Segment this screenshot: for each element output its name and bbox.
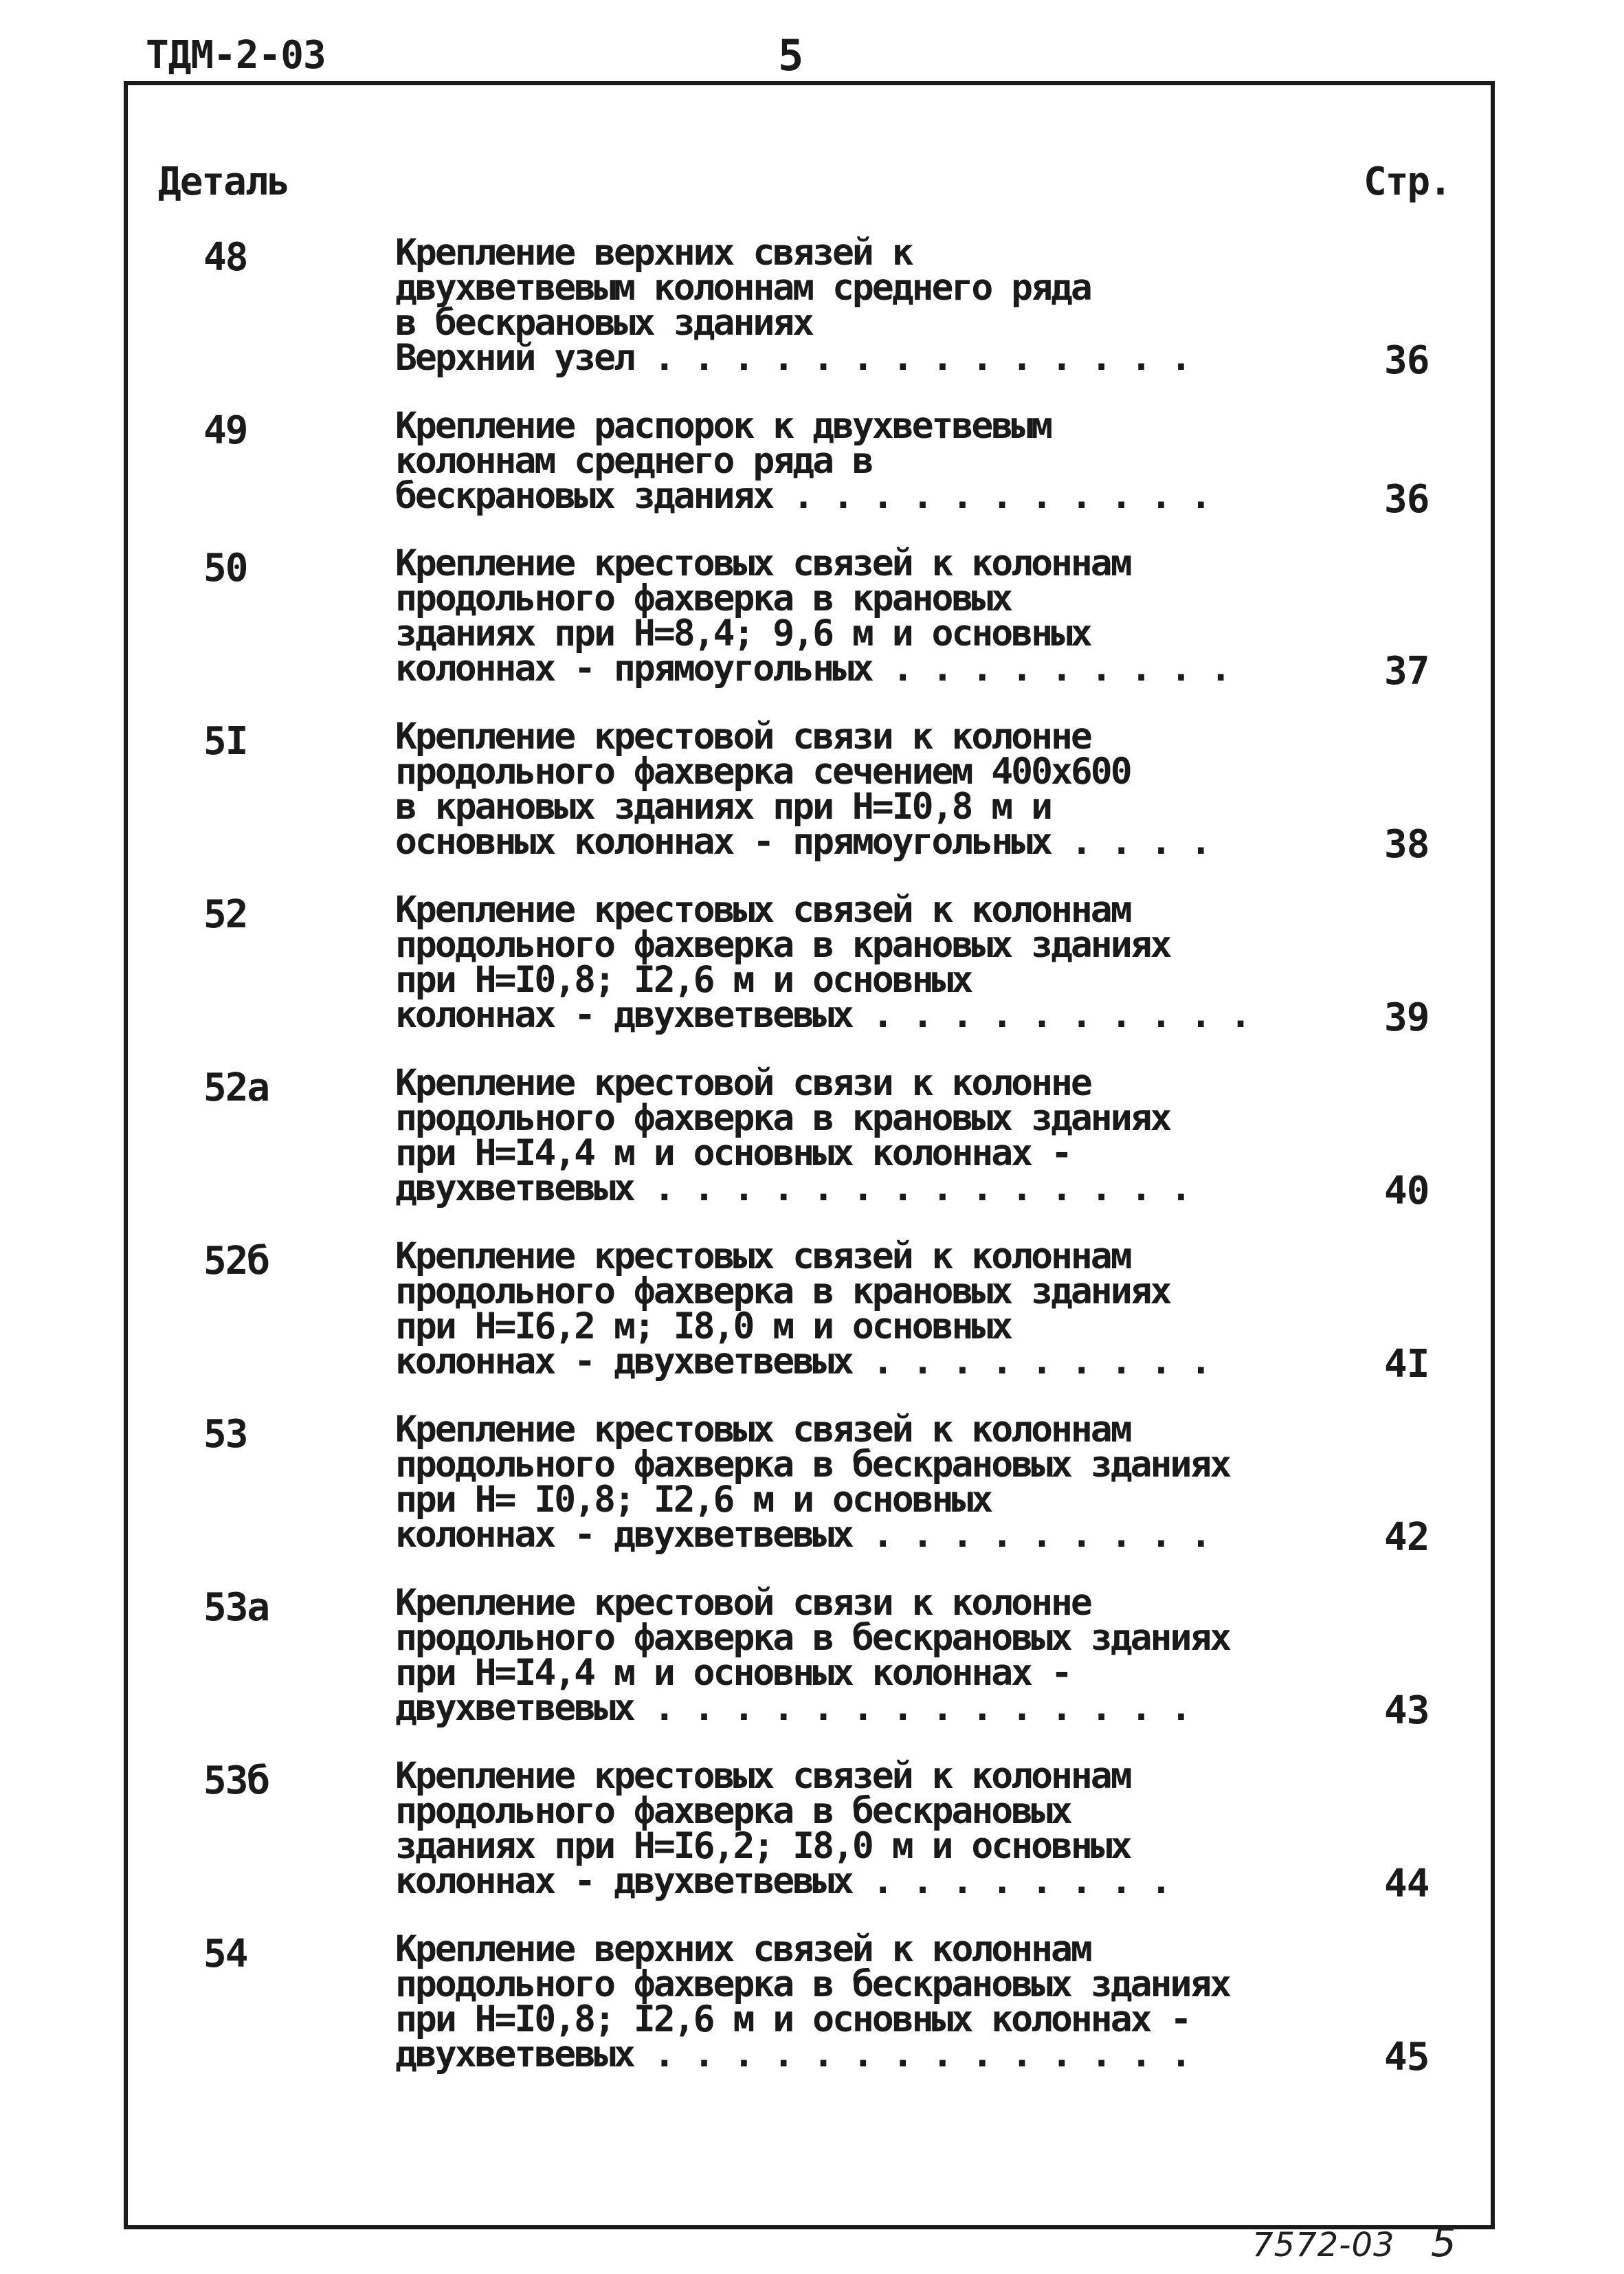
entry-number: 53б (203, 1758, 269, 1803)
entry-title: Крепление верхних связей к двухветвевым колоннам среднего ряда в бескрановых зданиях Верхний узел . . . . . . . . . . . . . . (395, 232, 1190, 379)
footer-document-code: 7572-03 (1252, 2226, 1395, 2264)
entry-page-number: 36 (1384, 338, 1430, 383)
entry-number: 54 (203, 1932, 247, 1976)
entry-number: 48 (203, 235, 247, 280)
entry-page-number: 4I (1384, 1342, 1430, 1387)
entry-number: 52а (203, 1066, 269, 1110)
entry-page-number: 40 (1384, 1169, 1430, 1213)
entry-number: 52 (203, 892, 247, 937)
entry-title: Крепление крестовых связей к колоннам продольного фахверка в бескрановых зданиях при Н=I6,2; I8,0 м и основных колоннах - двухветвевых . . . . . . . . (395, 1755, 1170, 1902)
entry-number: 52б (203, 1239, 269, 1283)
column-header-page: Стр. (1364, 159, 1451, 204)
entry-title: Крепление крестовой связи к колонне продольного фахверка в крановых зданиях при Н=I4,4 м и основных колоннах - двухветвевых . . . . . . . . . . . . . . (395, 1062, 1190, 1209)
entry-number: 53а (203, 1585, 269, 1630)
entry-number: 5I (203, 719, 247, 764)
entry-page-number: 39 (1384, 995, 1430, 1040)
entry-page-number: 38 (1384, 822, 1430, 867)
entry-number: 53 (203, 1412, 247, 1457)
entry-title: Крепление крестовых связей к колоннам продольного фахверка в бескрановых зданиях при Н= I0,8; I2,6 м и основных колоннах - двухветвевых . . . . . . . . . (395, 1409, 1230, 1556)
entry-page-number: 44 (1384, 1862, 1430, 1906)
entry-number: 50 (203, 546, 247, 590)
document-code: ТДМ-2-03 (146, 33, 326, 78)
column-header-detail: Деталь (158, 159, 289, 204)
footer-page-number: 5 (1431, 2219, 1456, 2266)
entry-title: Крепление крестовых связей к колоннам продольного фахверка в крановых зданиях при Н=8,4; 9,6 м и основных колоннах - прямоугольных . . . . . . . . . (395, 542, 1230, 689)
entry-page-number: 45 (1384, 2035, 1430, 2079)
entry-title: Крепление распорок к двухветвевым колоннам среднего ряда в бескрановых зданиях . . . . . . . . . . . (395, 405, 1210, 517)
entry-page-number: 43 (1384, 1688, 1430, 1733)
entry-title: Крепление верхних связей к колоннам продольного фахверка в бескрановых зданиях при Н=I0,8; I2,6 м и основных колоннах - двухветвевых . . . . . . . . . . . . . . (395, 1928, 1230, 2075)
entry-page-number: 37 (1384, 649, 1430, 694)
entry-title: Крепление крестовой связи к колонне продольного фахверка в бескрановых зданиях при Н=I4,4 м и основных колоннах - двухветвевых . . . . . . . . . . . . . . (395, 1582, 1230, 1729)
entry-title: Крепление крестовых связей к колоннам продольного фахверка в крановых зданиях при Н=I6,2 м; I8,0 м и основных колоннах - двухветвевых . . . . . . . . . (395, 1235, 1210, 1382)
entry-title: Крепление крестовых связей к колоннам продольного фахверка в крановых зданиях при Н=I0,8; I2,6 м и основных колоннах - двухветвевых . . . . . . . . . . (395, 889, 1250, 1036)
entry-page-number: 42 (1384, 1515, 1430, 1560)
entry-page-number: 36 (1384, 477, 1430, 522)
entry-number: 49 (203, 408, 247, 453)
page-number-top: 5 (778, 30, 804, 80)
entry-title: Крепление крестовой связи к колонне продольного фахверка сечением 400х600 в крановых зданиях при Н=I0,8 м и основных колоннах - прямоугольных . . . . (395, 716, 1210, 863)
